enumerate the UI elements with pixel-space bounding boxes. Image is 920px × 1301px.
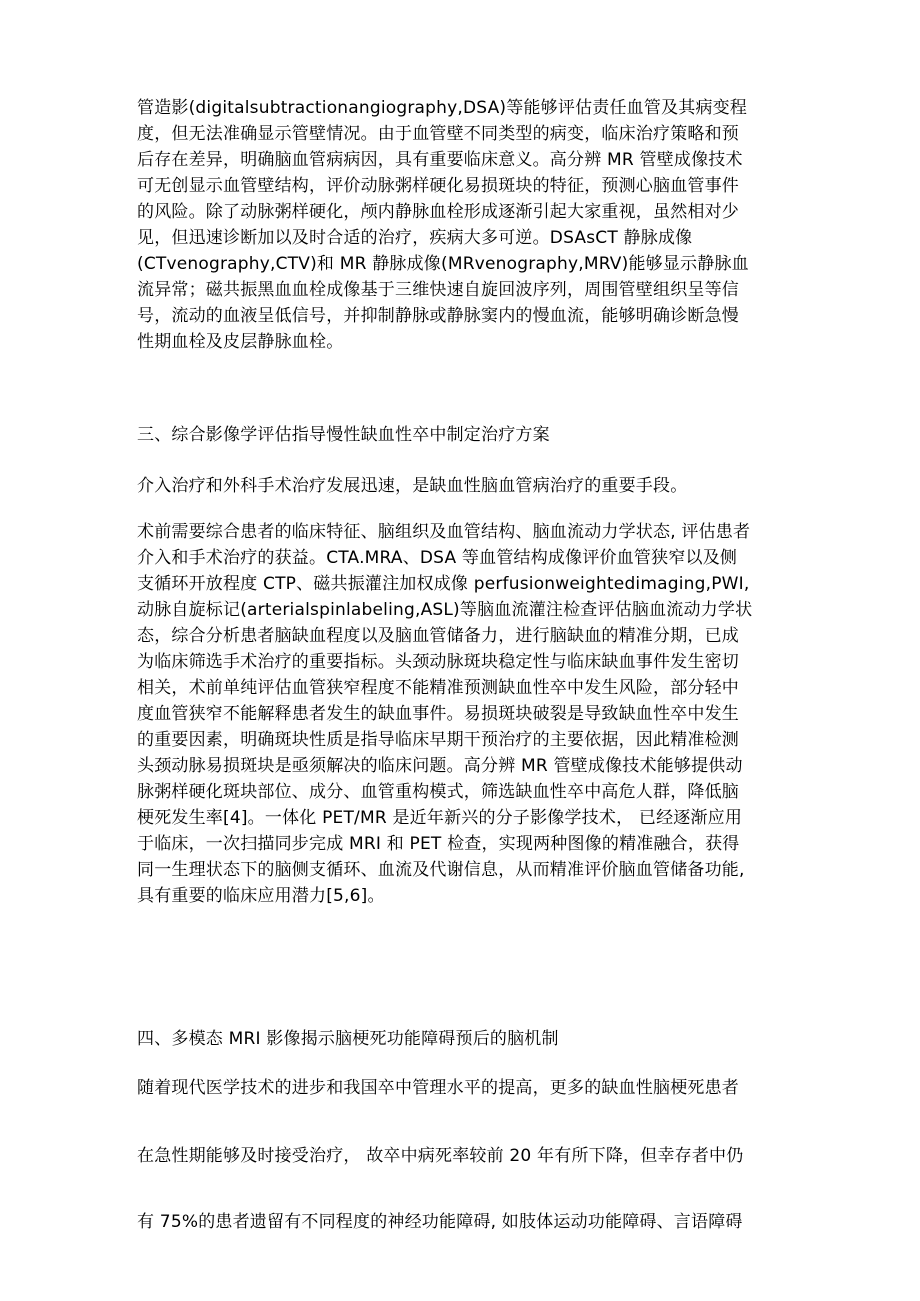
text-line: 术前需要综合患者的临床特征、脑组织及血管结构、脑血流动力学状态, 评估患者 bbox=[137, 522, 751, 542]
text-line: 于临床，一次扫描同步完成 MRI 和 PET 检查，实现两种图像的精准融合，获得 bbox=[137, 834, 740, 854]
text-line: 随着现代医学技术的进步和我国卒中管理水平的提高，更多的缺血性脑梗死患者 bbox=[137, 1078, 739, 1098]
section-heading-4 bbox=[137, 1026, 797, 1052]
text-line: 管造影(digitalsubtractionangiography,DSA)等能够评估责任血管及其病变程 bbox=[137, 98, 748, 118]
paragraph-prognosis-line-1 bbox=[137, 1075, 797, 1101]
text-line: 的重要因素，明确斑块性质是指导临床早期干预治疗的主要依据，因此精准检测 bbox=[137, 730, 739, 750]
text-line: 流异常；磁共振黑血血栓成像基于三维快速自旋回波序列，周围管壁组织呈等信 bbox=[137, 280, 739, 300]
heading-text: 四、多模态 MRI 影像揭示脑梗死功能障碍预后的脑机制 bbox=[137, 1029, 559, 1049]
text-line: 介入治疗和外科手术治疗发展迅速，是缺血性脑血管病治疗的重要手段。 bbox=[137, 476, 688, 496]
paragraph-intervention bbox=[137, 473, 797, 499]
text-line: 动脉自旋标记(arterialspinlabeling,ASL)等脑血流灌注检查评估脑血流动力学状 bbox=[137, 600, 753, 620]
heading-text: 三、综合影像学评估指导慢性缺血性卒中制定治疗方案 bbox=[137, 425, 550, 445]
text-line: 度，但无法准确显示管壁情况。由于血管壁不同类型的病变，临床治疗策略和预 bbox=[137, 124, 739, 144]
text-line: 可无创显示血管壁结构，评价动脉粥样硬化易损斑块的特征，预测心脑血管事件 bbox=[137, 176, 739, 196]
text-line: 具有重要的临床应用潜力[5,6]。 bbox=[137, 886, 385, 906]
text-line: 介入和手术治疗的获益。CTA.MRA、DSA 等血管结构成像评价血管狭窄以及侧 bbox=[137, 548, 738, 568]
text-line: 号，流动的血液呈低信号，并抑制静脉或静脉窦内的慢血流，能够明确诊断急慢 bbox=[137, 306, 739, 326]
paragraph-prognosis-line-3 bbox=[137, 1209, 797, 1235]
text-line: 支循环开放程度 CTP、磁共振灌注加权成像 perfusionweightedimaging,PWI, bbox=[137, 574, 750, 594]
paragraph-prognosis-line-2 bbox=[137, 1143, 797, 1169]
text-line: 见，但迅速诊断加以及时合适的治疗，疾病大多可逆。DSAsCT 静脉成像 bbox=[137, 228, 693, 248]
text-line: 度血管狭窄不能解释患者发生的缺血事件。易损斑块破裂是导致缺血性卒中发生 bbox=[137, 704, 739, 724]
text-line: 态，综合分析患者脑缺血程度以及脑血管储备力，进行脑缺血的精准分期，已成 bbox=[137, 626, 739, 646]
section-heading-3 bbox=[137, 422, 797, 448]
text-line: 后存在差异，明确脑血管病病因，具有重要临床意义。高分辨 MR 管壁成像技术 bbox=[137, 150, 743, 170]
text-line: 在急性期能够及时接受治疗， 故卒中病死率较前 20 年有所下降，但幸存者中仍 bbox=[137, 1146, 744, 1166]
text-line: 为临床筛选手术治疗的重要指标。头颈动脉斑块稳定性与临床缺血事件发生密切 bbox=[137, 652, 739, 672]
text-line: 梗死发生率[4]。一体化 PET/MR 是近年新兴的分子影像学技术， 已经逐渐应用 bbox=[137, 808, 743, 828]
text-line: 头颈动脉易损斑块是亟须解决的临床问题。高分辨 MR 管壁成像技术能够提供动 bbox=[137, 756, 743, 776]
text-line: (CTvenography,CTV)和 MR 静脉成像(MRvenography,MRV)能够显示静脉血 bbox=[137, 254, 749, 274]
text-line: 有 75%的患者遗留有不同程度的神经功能障碍, 如肢体运动功能障碍、言语障碍 bbox=[137, 1212, 743, 1232]
paragraph-vessel-imaging bbox=[137, 95, 797, 355]
text-line: 脉粥样硬化斑块部位、成分、血管重构模式，筛选缺血性卒中高危人群，降低脑 bbox=[137, 782, 739, 802]
text-line: 性期血栓及皮层静脉血栓。 bbox=[137, 332, 344, 352]
paragraph-preoperative-assessment bbox=[137, 519, 797, 909]
text-line: 相关，术前单纯评估血管狭窄程度不能精准预测缺血性卒中发生风险，部分轻中 bbox=[137, 678, 739, 698]
text-line: 同一生理状态下的脑侧支循环、血流及代谢信息，从而精准评价脑血管储备功能, bbox=[137, 860, 745, 880]
text-line: 的风险。除了动脉粥样硬化，颅内静脉血栓形成逐渐引起大家重视，虽然相对少 bbox=[137, 202, 739, 222]
